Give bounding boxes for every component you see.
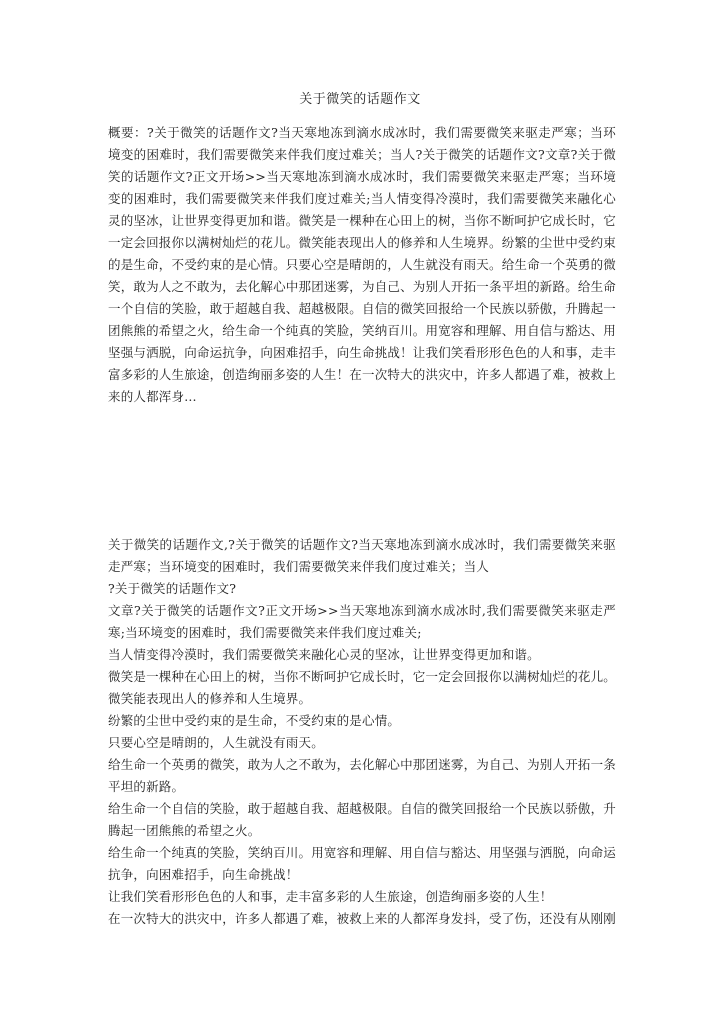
body-paragraph: 微笑是一棵种在心田上的树，当你不断呵护它成长时，它一定会回报你以满树灿烂的花儿。 xyxy=(108,669,617,684)
body-paragraph: ?关于微笑的话题作文? xyxy=(108,581,237,596)
body-paragraph: 当人情变得冷漠时，我们需要微笑来融化心灵的坚冰，让世界变得更加和谐。 xyxy=(108,647,540,662)
body-paragraph: 给生命一个英勇的微笑，敢为人之不敢为，去化解心中那团迷雾，为自己、为别人开拓一条平坦的新路。 xyxy=(108,757,617,794)
body-paragraph: 给生命一个纯真的笑脸，笑纳百川。用宽容和理解、用自信与豁达、用坚强与洒脱，向命运抗争，向困难招手，向生命挑战！ xyxy=(108,845,617,882)
summary-paragraph: 概要：?关于微笑的话题作文?当天寒地冻到滴水成冰时，我们需要微笑来驱走严寒；当环境变的困难时，我们需要微笑来伴我们度过难关；当人?关于微笑的话题作文?文章?关于微笑的话题作文?正文开场>>当天寒地冻到滴水成冰时，我们需要微笑来驱走严寒；当环境变的困难时，我们需要微笑来伴我们度过难关;当人情变得冷漠时，我们需要微笑来融化心灵的坚冰，让世界变得更加和谐。微笑是一棵种在心田上的树，当你不断呵护它成长时，它一定会回报你以满树灿烂的花儿。微笑能表现出人的修养和人生境界。纷繁的尘世中受约束的是生命，不受约束的是心情。只要心空是晴朗的，人生就没有雨天。给生命一个英勇的微笑，敢为人之不敢为，去化解心中那团迷雾，为自己、为别人开拓一条平坦的新路。给生命一个自信的笑脸，敢于超越自我、超越极限。自信的微笑回报给一个民族以骄傲，升腾起一团熊熊的希望之火，给生命一个纯真的笑脸，笑纳百川。用宽容和理解、用自信与豁达、用坚强与洒脱，向命运抗争，向困难招手，向生命挑战！让我们笑看形形色色的人和事，走丰富多彩的人生旅途，创造绚丽多姿的人生！在一次特大的洪灾中，许多人都遇了难，被救上来的人都浑身... xyxy=(108,125,617,404)
body-paragraph: 只要心空是晴朗的，人生就没有雨天。 xyxy=(108,735,324,750)
body-paragraph: 纷繁的尘世中受约束的是生命，不受约束的是心情。 xyxy=(108,713,401,728)
page-title: 关于微笑的话题作文 xyxy=(299,92,421,107)
body-paragraph: 给生命一个自信的笑脸，敢于超越自我、超越极限。自信的微笑回报给一个民族以骄傲，升腾起一团熊熊的希望之火。 xyxy=(108,801,617,838)
body-paragraph: 在一次特大的洪灾中，许多人都遇了难，被救上来的人都浑身发抖，受了伤，还没有从刚刚 xyxy=(108,911,617,926)
body-paragraph: 文章?关于微笑的话题作文?正文开场>>当天寒地冻到滴水成冰时,我们需要微笑来驱走严寒;当环境变的困难时，我们需要微笑来伴我们度过难关; xyxy=(108,603,616,640)
body-paragraph: 关于微笑的话题作文,?关于微笑的话题作文?当天寒地冻到滴水成冰时，我们需要微笑来驱走严寒；当环境变的困难时，我们需要微笑来伴我们度过难关；当人 xyxy=(108,537,616,574)
article-body xyxy=(108,534,616,930)
body-paragraph: 微笑能表现出人的修养和人生境界。 xyxy=(108,691,312,706)
body-paragraph: 让我们笑看形形色色的人和事，走丰富多彩的人生旅途，创造绚丽多姿的人生！ xyxy=(108,889,553,904)
